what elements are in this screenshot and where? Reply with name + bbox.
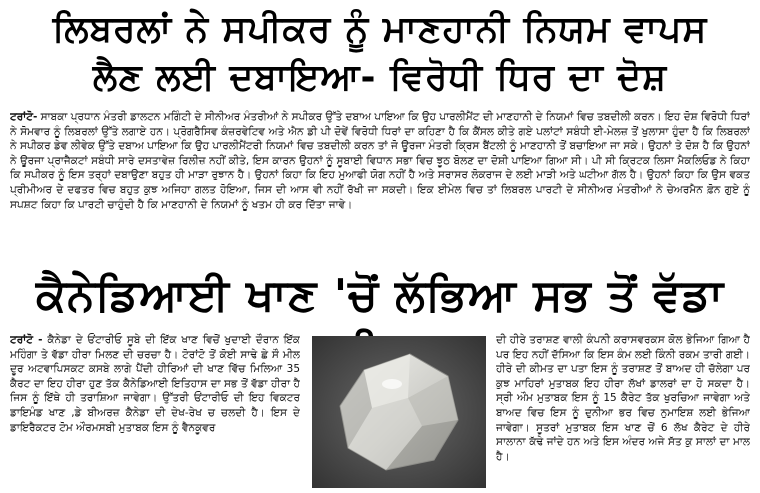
- story-1-dateline: ਟਰਾਂਟੋ-: [10, 111, 38, 123]
- diamond-photo: [312, 336, 486, 488]
- story-2-left-text: ਕੈਨੇਡਾ ਦੇ ਓਂਟਾਰੀਓ ਸੂਬੇ ਦੀ ਇੱਕ ਖਾਣ ਵਿਚੋਂ ਖੁਦਾਈ ਦੌਰਾਨ ਇੱਕ ਮਹਿੰਗਾ ਤੇ ਵੱਡਾ ਹੀਰਾ ਮਿਲਣ ਦੀ ਚਰਚਾ ਹੈ। ਟੋਰਾਂਟੋ ਤੋਂ ਕੋਈ ਸਾਢੇ ਛੇ ਸੌ ਮੀਲ ਦੂਰ ਅਟਵਾਪਿਸਕਟ ਕਸਬੇ ਲਾਗੇ ਪੈਂਦੀ ਹੀਰਿਆਂ ਦੀ ਖਾਣ ਵਿੱਚ ਮਿਲਿਆ 35 ਕੈਰਟ ਦਾ ਇਹ ਹੀਰਾ ਹੁਣ ਤੱਕ ਕੈਨੇਡਿਆਈ ਇਤਿਹਾਸ ਦਾ ਸਭ ਤੋਂ ਵੱਡਾ ਹੀਰਾ ਹੈ ਜਿਸ ਨੂੰ ਇੱਥੇ ਹੀ ਤਰਾਸ਼ਿਆ ਜਾਵੇਗਾ। ਉੱਤਰੀ ਓਂਟਾਰੀਓ ਦੀ ਇਹ ਵਿਕਟਰ ਡਾਇਮੰਡ ਖਾਣ ,ਡੇ ਬੀਅਰਜ਼ ਕੈਨੇਡਾ ਦੀ ਦੇਖ-ਰੇਖ ਚ ਚਲਦੀ ਹੈ। ਇਸ ਦੇ ਡਾਇਰੈਕਟਰ ਟੋਮ ਔਰਮਸਬੀ ਮੁਤਾਬਕ ਇਸ ਨੂੰ ਵੈਨਕੂਵਰ: [10, 334, 300, 434]
- story-1-body: [10, 110, 750, 250]
- story-1-text: ਸਾਬਕਾ ਪ੍ਰਧਾਨ ਮੰਤਰੀ ਡਾਲਟਨ ਮਗਿੰਟੀ ਦੇ ਸੀਨੀਅਰ ਮੰਤਰੀਆਂ ਨੇ ਸਪੀਕਰ ਉੱਤੇ ਦਬਾਅ ਪਾਇਆ ਕਿ ਉਹ ਪਾਰਲੀਮੈਂਟ ਦੀ ਮਾਣਹਾਨੀ ਦੇ ਨਿਯਮਾਂ ਵਿਚ ਤਬਦੀਲੀ ਕਰਨ। ਇਹ ਦੋਸ਼ ਵਿਰੋਧੀ ਧਿਰਾਂ ਨੇ ਸੋਮਵਾਰ ਨੂੰ ਲਿਬਰਲਾਂ ਉੱਤੇ ਲਗਾਏ ਹਨ। ਪ੍ਰੋਗਰੈਸਿਵ ਕੰਜ਼ਰਵੇਟਿਵ ਅਤੇ ਐਨ ਡੀ ਪੀ ਦੋਵੇਂ ਵਿਰੋਧੀ ਧਿਰਾਂ ਦਾ ਕਹਿਣਾ ਹੈ ਕਿ ਕੈਂਸਲ ਕੀਤੇ ਗਏ ਪਲਾਂਟਾਂ ਸਬੰਧੀ ਈ-ਮੇਲਜ਼ ਤੋਂ ਖੁਲਾਸਾ ਹੁੰਦਾ ਹੈ ਕਿ ਲਿਬਰਲਾਂ ਨੇ ਸਪੀਕਰ ਡੇਵ ਲੀਵੇਕ ਉੱਤੇ ਦਬਾਅ ਪਾਇਆ ਕਿ ਉਹ ਪਾਰਲੀਮੈਂਟਰੀ ਨਿਯਮਾਂ ਵਿਚ ਤਬਦੀਲੀ ਕਰਨ ਤਾਂ ਜੋ ਊਰਜਾ ਮੰਤਰੀ ਕ੍ਰਿਸ ਬੈਂਟਲੀ ਨੂੰ ਮਾਣਹਾਨੀ ਤੋਂ ਬਚਾਇਆ ਜਾ ਸਕੇ। ਉਹਨਾਂ ਤੇ ਦੋਸ਼ ਹੈ ਕਿ ਉਹਨਾਂ ਨੇ ਊਰਜਾ ਪ੍ਰਾਜੈਕਟਾਂ ਸਬੰਧੀ ਸਾਰੇ ਦਸਤਾਵੇਜ਼ ਰਿਲੀਜ਼ ਨਹੀਂ ਕੀਤੇ, ਇਸ ਕਾਰਨ ਉਹਨਾਂ ਨੂੰ ਸੂਬਾਈ ਵਿਧਾਨ ਸਭਾ ਵਿਚ ਝੂਠ ਬੋਲਣ ਦਾ ਦੋਸ਼ੀ ਪਾਇਆ ਗਿਆ ਸੀ। ਪੀ ਸੀ ਕ੍ਰਿਟਕ ਲਿਸਾ ਮੈਕਲਿਓਡ ਨੇ ਕਿਹਾ ਕਿ ਸਪੀਕਰ ਨੂੰ ਇਸ ਤਰ੍ਹਾਂ ਦਬਾਉਣਾ ਬਹੁਤ ਹੀ ਮਾੜਾ ਰੁਝਾਨ ਹੈ। ਉਹਨਾਂ ਕਿਹਾ ਕਿ ਇਹ ਮੁਆਫੀ ਯੋਗ ਨਹੀਂ ਹੈ ਅਤੇ ਸਰਾਸਰ ਲੋਕਰਾਜ ਦੇ ਲਈ ਮਾੜੀ ਅਤੇ ਘਟੀਆ ਗੱਲ ਹੈ। ਉਹਨਾਂ ਕਿਹਾ ਕਿ ਉਸ ਵਕਤ ਪ੍ਰੀਮੀਅਰ ਦੇ ਦਫਤਰ ਵਿਚ ਬਹੁਤ ਕੁਝ ਅਜਿਹਾ ਗਲਤ ਹੋਇਆ, ਜਿਸ ਦੀ ਆਸ ਵੀ ਨਹੀਂ ਰੱਖੀ ਜਾ ਸਕਦੀ। ਇਕ ਈਮੇਲ ਵਿਚ ਤਾਂ ਲਿਬਰਲ ਪਾਰਟੀ ਦੇ ਸੀਨੀਅਰ ਮੰਤਰੀਆਂ ਨੇ ਚੇਅਰਮੈਨ ਫ਼ੋਨ ਗੁਏ ਨੂੰ ਸਪਸ਼ਟ ਕਿਹਾ ਕਿ ਪਾਰਟੀ ਚਾਹੁੰਦੀ ਹੈ ਕਿ ਮਾਣਹਾਨੀ ਦੇ ਨਿਯਮਾਂ ਨੂੰ ਖਤਮ ਹੀ ਕਰ ਦਿੱਤਾ ਜਾਵੇ।: [10, 111, 750, 211]
- story-2-dateline: ਟਰਾਂਟੋ -: [10, 334, 43, 346]
- diamond-highlight: [382, 379, 402, 389]
- secondary-headline: ਕੈਨੇਡਿਆਈ ਖਾਣ 'ਚੋਂ ਲੱਭਿਆ ਸਭ ਤੋਂ ਵੱਡਾ: [35, 270, 725, 321]
- diamond-illustration: [312, 336, 486, 488]
- story-2-right-column: ਦੀ ਹੀਰੇ ਤਰਾਸ਼ਣ ਵਾਲੀ ਕੰਪਨੀ ਕਰਾਸਵਰਕਸ ਕੋਲ ਭੇਜਿਆ ਗਿਆ ਹੈ ਪਰ ਇਹ ਨਹੀਂ ਦੱਸਿਆ ਕਿ ਇਸ ਕੰਮ ਲਈ ਕਿੰਨੀ ਰਕਮ ਤਾਰੀ ਗਈ। ਹੀਰੇ ਦੀ ਕੀਮਤ ਦਾ ਪਤਾ ਇਸ ਨੂੰ ਤਰਾਸ਼ਣ ਤੋਂ ਬਾਅਦ ਹੀ ਚੱਲੇਗਾ ਪਰ ਕੁਝ ਮਾਹਿਰਾਂ ਮੁਤਾਬਕ ਇਹ ਹੀਰਾ ਲੱਖਾਂ ਡਾਲਰਾਂ ਦਾ ਹੋ ਸਕਦਾ ਹੈ। ਸ੍ਰੀ ਔਮ ਮੁਤਾਬਕ ਇਸ ਨੂੰ 15 ਕੈਰੇਟ ਤੱਕ ਖੁਰਚਿਆ ਜਾਵੇਗਾ ਅਤੇ ਬਾਅਦ ਵਿਚ ਇਸ ਨੂੰ ਦੁਨੀਆ ਭਰ ਵਿਚ ਨੁਮਾਇਸ਼ ਲਈ ਭੇਜਿਆ ਜਾਵੇਗਾ। ਸੂਤਰਾਂ ਮੁਤਾਬਕ ਇਸ ਖਾਣ ਚੋਂ 6 ਲੱਖ ਕੈਰੇਟ ਦੇ ਹੀਰੇ ਸਾਲਾਨਾ ਕੱਢੇ ਜਾਂਦੇ ਹਨ ਅਤੇ ਇਸ ਅੰਦਰ ਅਜੇ ਸੱਤ ਕੁ ਸਾਲਾਂ ਦਾ ਮਾਲ ਹੈ।: [496, 334, 750, 463]
- main-headline-line-1: ਲਿਬਰਲਾਂ ਨੇ ਸਪੀਕਰ ਨੂੰ ਮਾਣਹਾਨੀ ਨਿਯਮ ਵਾਪਸ: [52, 9, 708, 50]
- main-headline-line-2: ਲੈਣ ਲਈ ਦਬਾਇਆ- ਵਿਰੋਧੀ ਧਿਰ ਦਾ ਦੋਸ਼: [92, 57, 668, 98]
- story-2-left-column: [10, 333, 300, 491]
